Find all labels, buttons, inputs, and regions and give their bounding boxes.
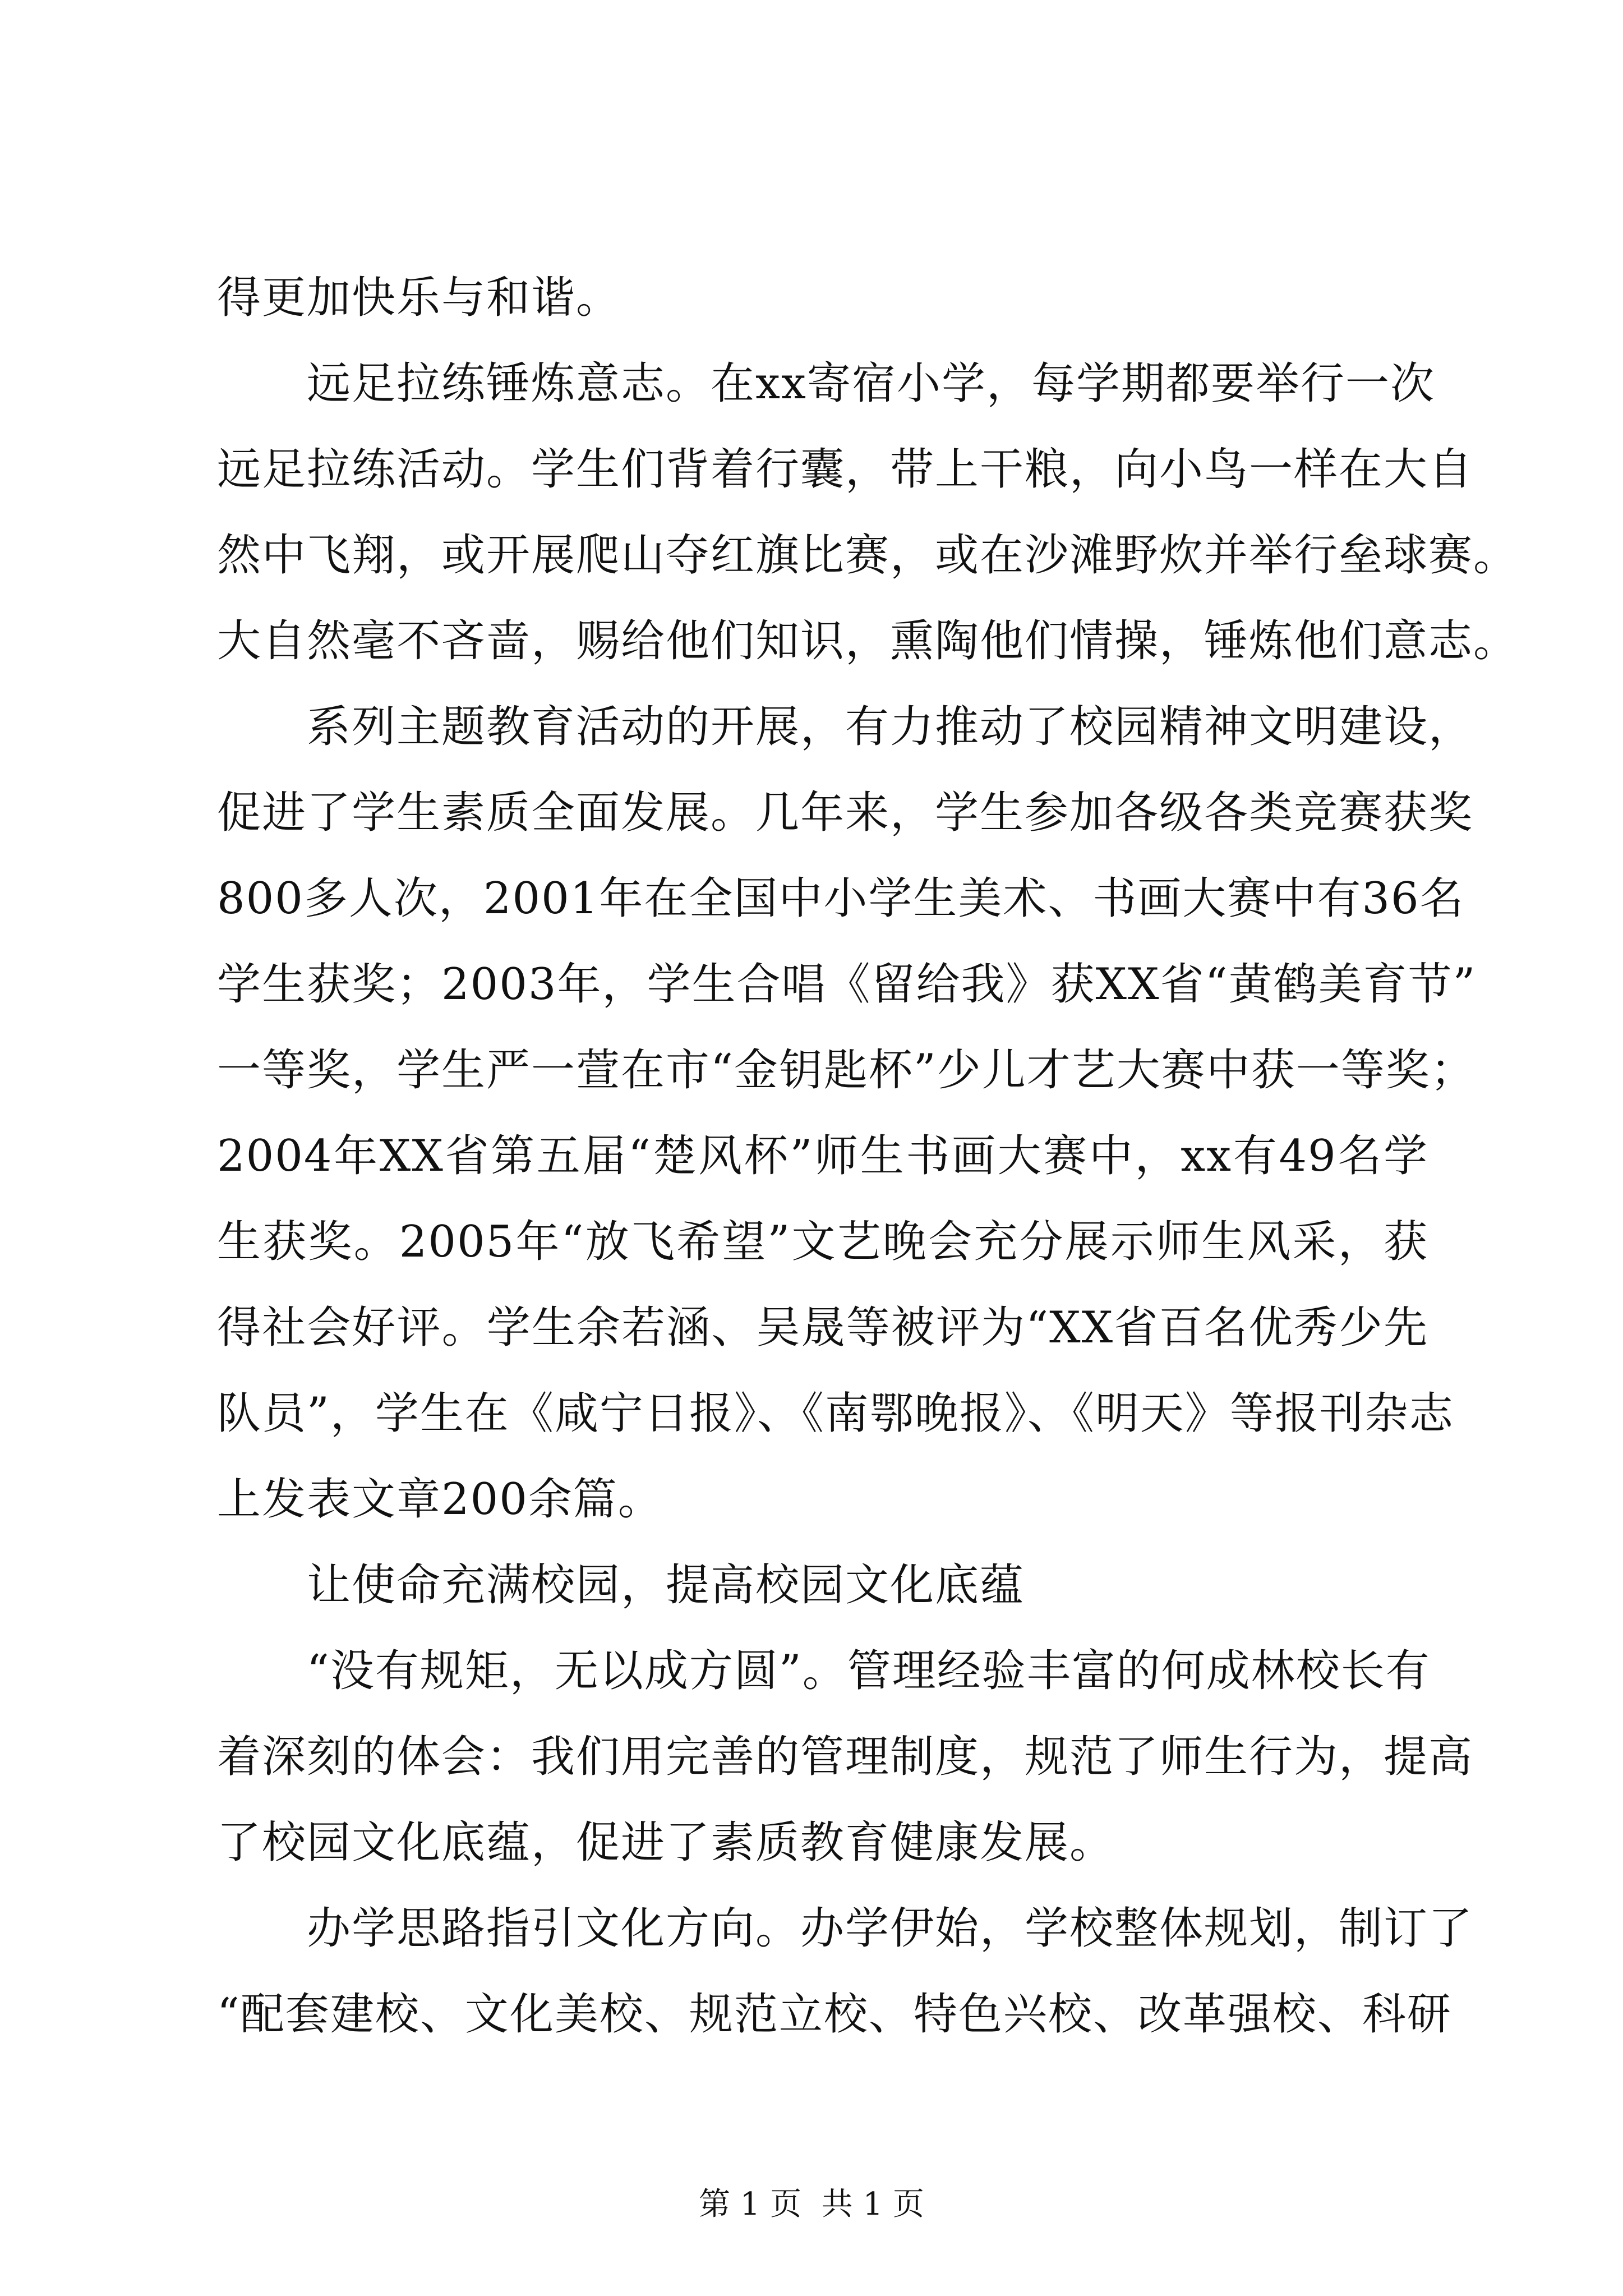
text-line: 大自然毫不吝啬，赐给他们知识，熏陶他们情操，锤炼他们意志。 (217, 616, 1519, 666)
text-line: “没有规矩，无以成方圆”。管理经验丰富的何成林校长有 (217, 1646, 1431, 1696)
paragraph (217, 255, 1428, 341)
text-line: 办学思路指引文化方向。办学伊始，学校整体规划，制订了 (217, 1903, 1474, 1954)
paragraph (217, 1628, 1474, 1886)
paragraph (217, 684, 1477, 1543)
text-line: 队员”，学生在《咸宁日报》、《南鄂晚报》、《明天》等报刊杂志 (217, 1388, 1454, 1439)
text-line: 远足拉练活动。学生们背着行囊，带上干粮，向小鸟一样在大自 (217, 444, 1474, 495)
text-line: “配套建校、文化美校、规范立校、特色兴校、改革强校、科研 (217, 1989, 1452, 2040)
text-line: 然中飞翔，或开展爬山夺红旗比赛，或在沙滩野炊并举行垒球赛。 (217, 530, 1519, 581)
text-line: 着深刻的体会：我们用完善的管理制度，规范了师生行为，提高 (217, 1732, 1474, 1782)
text-line: 远足拉练锤炼意志。在xx寄宿小学，每学期都要举行一次 (217, 358, 1435, 409)
paragraph (217, 341, 1519, 684)
text-line: 促进了学生素质全面发展。几年来，学生参加各级各类竞赛获奖 (217, 788, 1474, 838)
text-line: 学生获奖；2003年，学生合唱《留给我》获XX省“黄鹤美育节” (217, 959, 1477, 1010)
body-text (217, 255, 1519, 2058)
text-line: 上发表文章200余篇。 (217, 1474, 663, 1525)
text-line: 系列主题教育活动的开展，有力推动了校园精神文明建设， (217, 702, 1474, 752)
text-line: 一等奖，学生严一萱在市“金钥匙杯”少儿才艺大赛中获一等奖； (217, 1045, 1476, 1096)
paragraph (217, 1886, 1474, 2058)
section-heading (217, 1543, 1428, 1628)
text-line: 让使命充满校园，提高校园文化底蕴 (217, 1560, 1025, 1611)
page-footer (0, 2182, 1623, 2227)
page-number-label: 第 1 页 共 1 页 (698, 2186, 925, 2223)
text-line: 2004年XX省第五届“楚风杯”师生书画大赛中，xx有49名学 (217, 1131, 1428, 1181)
text-line: 生获奖。2005年“放飞希望”文艺晚会充分展示师生风采，获 (217, 1217, 1428, 1267)
text-line: 800多人次，2001年在全国中小学生美术、书画大赛中有36名 (217, 873, 1465, 924)
text-line: 得社会好评。学生余若涵、吴晟等被评为“XX省百名优秀少先 (217, 1303, 1428, 1353)
text-line: 得更加快乐与和谐。 (217, 273, 621, 323)
text-line: 了校园文化底蕴，促进了素质教育健康发展。 (217, 1818, 1115, 1868)
